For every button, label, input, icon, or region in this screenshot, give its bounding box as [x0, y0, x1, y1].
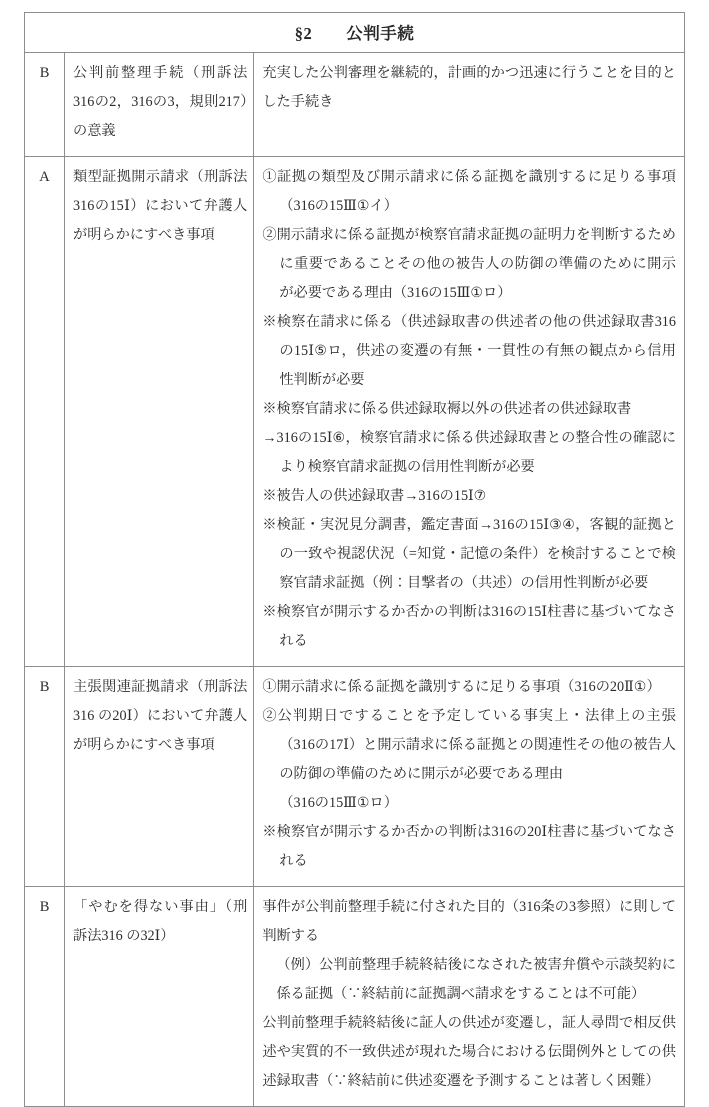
content-line: （316の15Ⅲ①ロ）	[279, 795, 398, 811]
content-line: ※検察官が開示するか否かの判断は316の20Ⅰ柱書に基づいてなされる	[262, 824, 676, 869]
content-line: →316の15Ⅰ⑥，検察官請求に係る供述録取書との整合性の確認により検察官請求証拠の信用性判断が必要	[262, 430, 676, 475]
content-line: ※被告人の供述録取書→316の15Ⅰ⑦	[262, 488, 487, 504]
content-line: ※検察在請求に係る（供述録取書の供述者の他の供述録取書316の15Ⅰ⑤ロ，供述の変遷の有無・一貫性の有無の観点から信用性判断が必要	[262, 314, 676, 388]
topic-cell: 類型証拠開示請求（刑訴法316の15Ⅰ）において弁護人が明らかにすべき事項	[65, 157, 254, 667]
content-line: ②公判期日ですることを予定している事実上・法律上の主張（316の17Ⅰ）と開示請求に係る証拠との関連性その他の被告人の防御の準備のために開示が必要である理由	[262, 708, 676, 782]
table-row	[25, 157, 685, 667]
content-line: ①証拠の類型及び開示請求に係る証拠を識別するに足りる事項（316の15Ⅲ①イ）	[262, 169, 676, 214]
rank-cell: A	[25, 157, 65, 667]
topic-cell: 「やむを得ない事由」（刑訴法316 の32Ⅰ）	[65, 887, 254, 1107]
table-row	[25, 667, 685, 887]
rank-cell: B	[25, 887, 65, 1107]
table-body	[25, 13, 685, 1107]
topic-cell: 公判前整理手続（刑訴法316の2，316の3，規則217）の意義	[65, 53, 254, 157]
content-line: ※検察官請求に係る供述録取褥以外の供述者の供述録取書	[262, 401, 632, 417]
table-header-row	[25, 13, 685, 53]
section-header-cell	[25, 13, 685, 53]
content-line: ①開示請求に係る証拠を識別するに足りる事項（316の20Ⅱ①）	[262, 679, 661, 695]
content-line: ②開示請求に係る証拠が検察官請求証拠の証明力を判断するために重要であることその他の被告人の防御の準備のために開示が必要である理由（316の15Ⅲ①ロ）	[262, 227, 676, 301]
content-cell	[254, 667, 685, 887]
content-line: 充実した公判審理を継続的，計画的かつ迅速に行うことを目的とした手続き	[262, 65, 676, 110]
content-line: ※検察官が開示するか否かの判断は316の15Ⅰ柱書に基づいてなされる	[262, 604, 676, 649]
content-line: ※検証・実況見分調書，鑑定書面→316の15Ⅰ③④，客観的証拠との一致や視認伏況（=知覚・記憶の条件）を検討することで検察官請求証拠（例：目撃者の（共述）の信用性判断が必要	[262, 517, 676, 591]
table-row	[25, 53, 685, 157]
table-row	[25, 887, 685, 1107]
section-sign: §2	[294, 24, 313, 43]
content-line: 公判前整理手続終結後に証人の供述が変遷し，証人尋問で相反供述や実質的不一致供述が現れた場合における伝聞例外としての供述録取書（∵終結前に供述変遷を予測することは著しく困難）	[262, 1015, 676, 1089]
content-cell	[254, 887, 685, 1107]
section-title: 公判手続	[346, 24, 415, 43]
legal-reference-table	[24, 12, 685, 1107]
rank-cell: B	[25, 53, 65, 157]
content-cell	[254, 157, 685, 667]
content-line: 事件が公判前整理手続に付された目的（316条の3参照）に則して判断する	[262, 899, 676, 944]
content-line: （例）公判前整理手続終結後になされた被害弁償や示談契約に係る証拠（∵終結前に証拠調べ請求をすることは不可能）	[276, 957, 676, 1002]
content-cell	[254, 53, 685, 157]
topic-cell: 主張関連証拠請求（刑訴法316 の20Ⅰ）において弁護人が明らかにすべき事項	[65, 667, 254, 887]
rank-cell: B	[25, 667, 65, 887]
